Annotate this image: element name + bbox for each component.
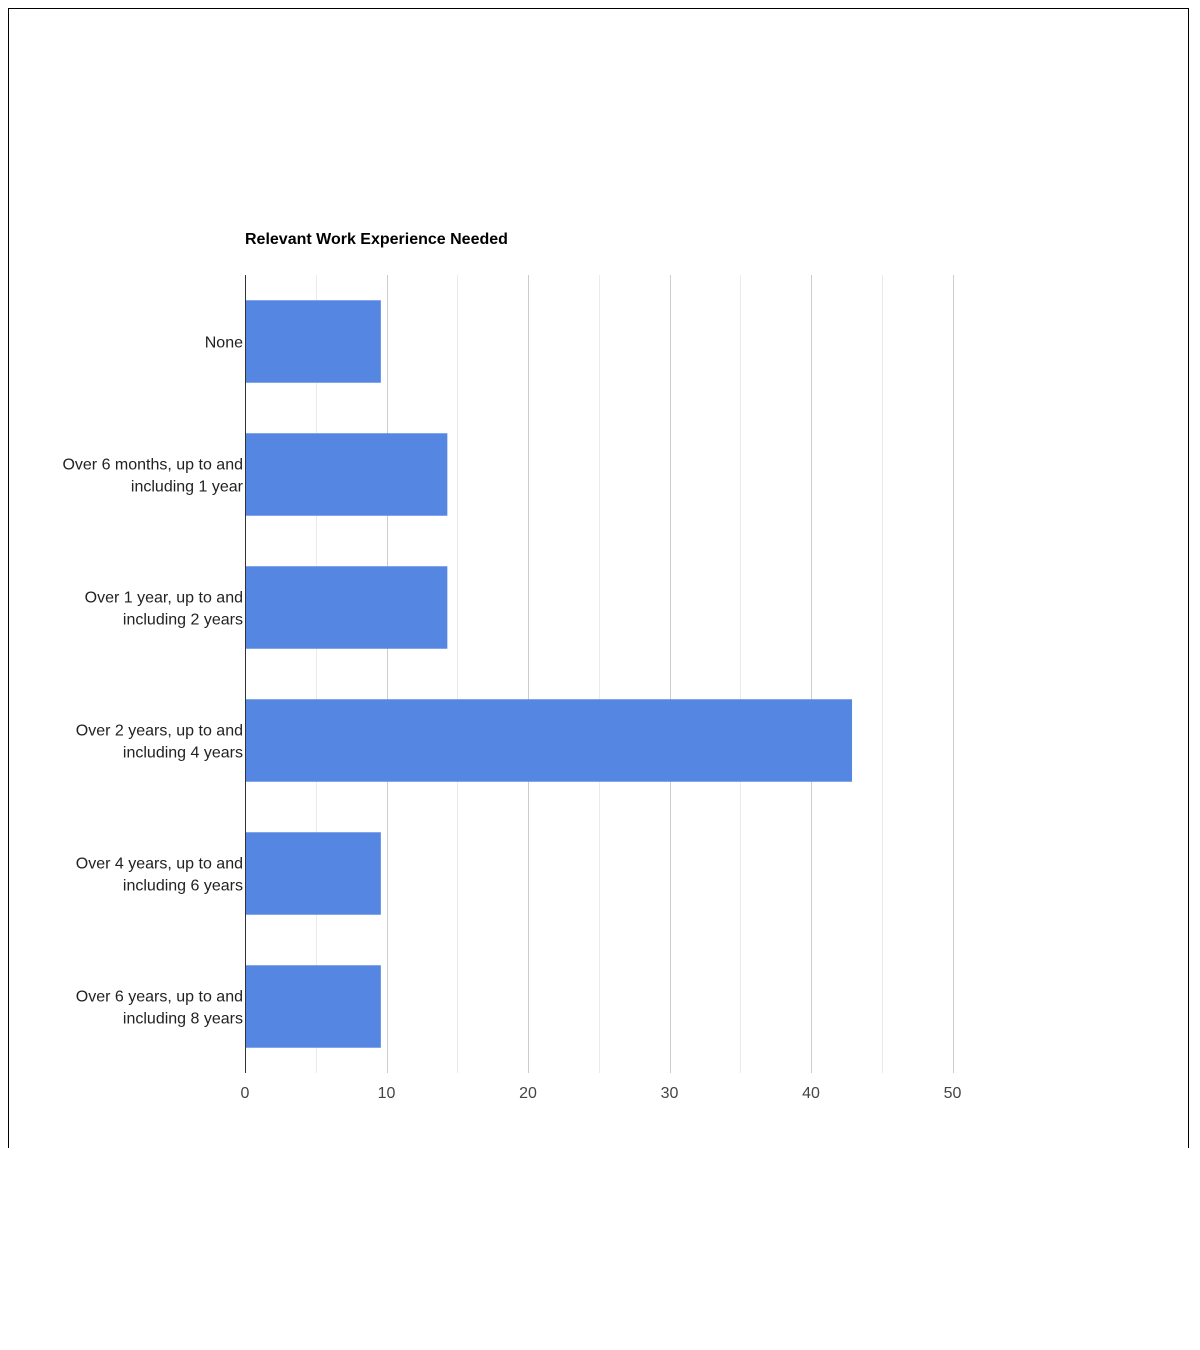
bar-5 [245, 965, 381, 1047]
x-tick-label: 50 [943, 1085, 962, 1102]
gridlines [317, 275, 954, 1073]
x-tick-label: 10 [377, 1085, 396, 1102]
bar-0 [245, 300, 381, 382]
x-tick-label: 40 [802, 1085, 820, 1102]
category-label: Over 6 months, up to and [62, 456, 243, 474]
x-tick-label: 20 [519, 1085, 537, 1102]
bar-1 [245, 433, 447, 515]
chart-title: Relevant Work Experience Needed [245, 231, 508, 248]
category-label: Over 1 year, up to and [84, 589, 243, 607]
category-label: Over 6 years, up to and [75, 988, 243, 1006]
bar-4 [245, 832, 381, 914]
category-labels [62, 335, 243, 1028]
x-tick-label: 30 [660, 1085, 679, 1102]
category-label: including 8 years [122, 1010, 243, 1028]
category-label: Over 4 years, up to and [75, 855, 243, 873]
category-label: including 2 years [122, 611, 243, 629]
x-tick-labels [241, 1085, 962, 1102]
category-label: Over 2 years, up to and [75, 722, 243, 740]
category-label: including 4 years [122, 744, 243, 762]
category-label: including 6 years [122, 877, 243, 895]
category-label: None [204, 334, 243, 352]
bar-3 [245, 699, 852, 781]
x-tick-label: 0 [240, 1085, 250, 1102]
category-label: including 1 year [130, 478, 243, 496]
bar-2 [245, 566, 447, 648]
bars [245, 300, 852, 1047]
